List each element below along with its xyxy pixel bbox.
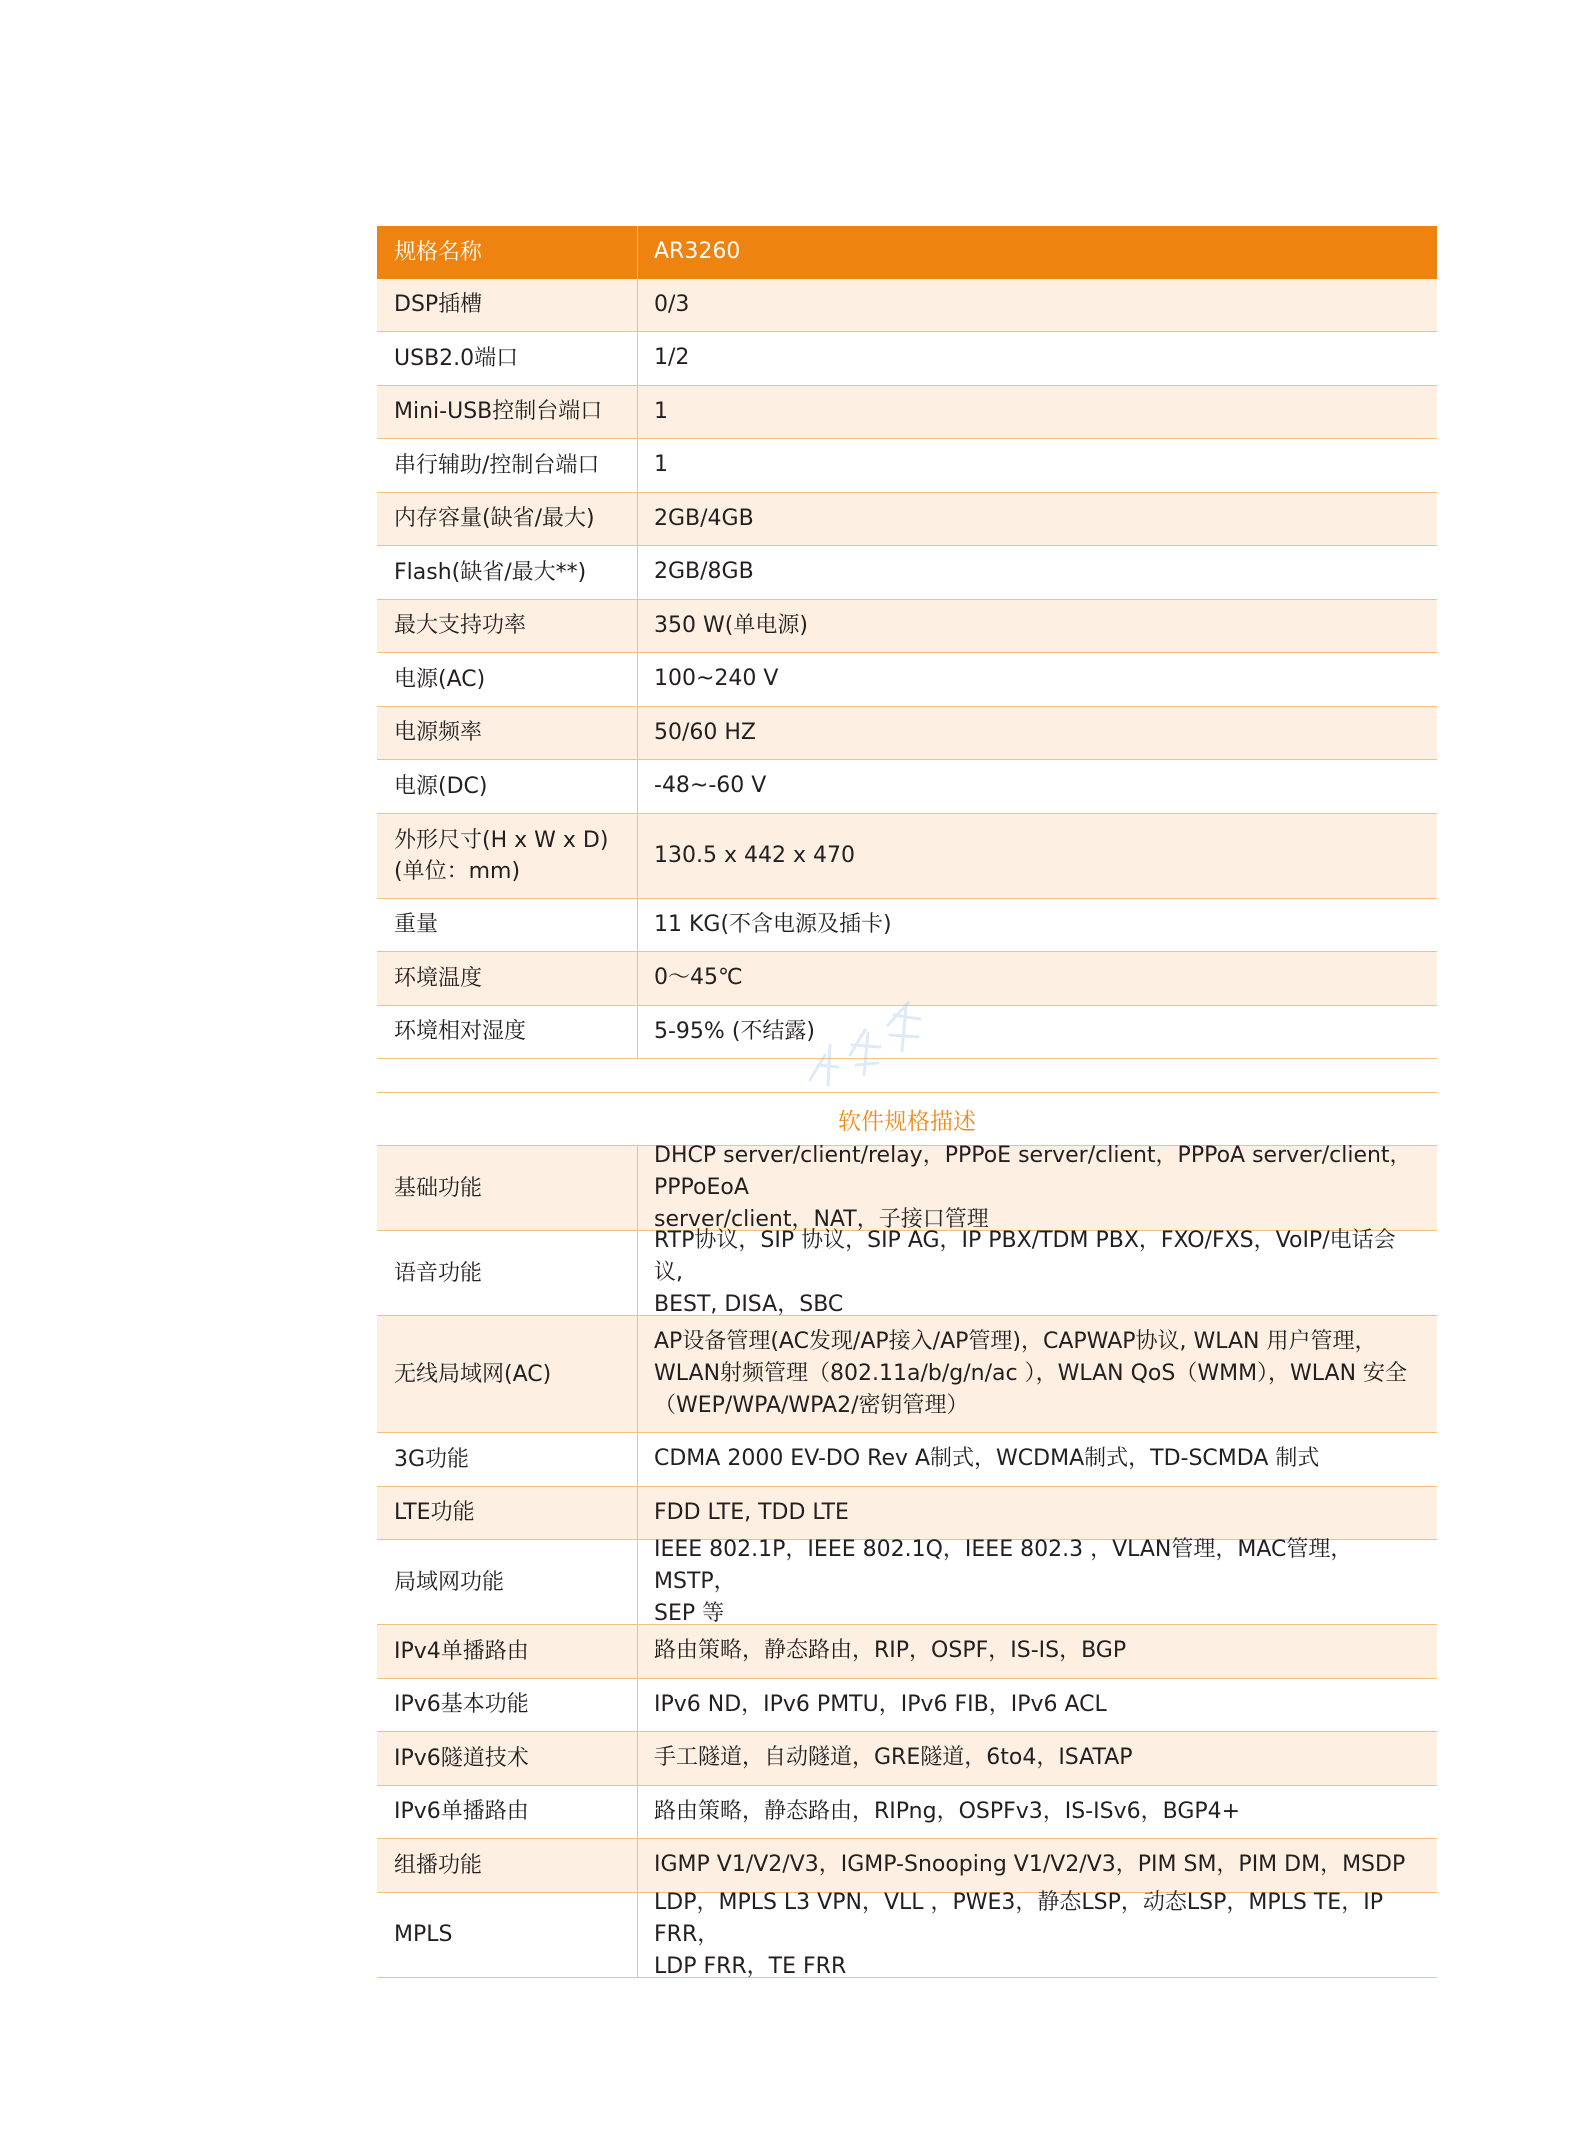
row-label: 3G功能 [377,1433,638,1486]
table-row [377,1839,1437,1893]
row-label: 最大支持功率 [377,600,638,653]
row-value: 1 [654,398,668,424]
row-value-line: LDP FRR，TE FRR [654,1953,847,1979]
row-value: 11 KG(不含电源及插卡) [654,911,892,937]
row-value-line: LDP，MPLS L3 VPN，VLL ，PWE3，静态LSP，动态LSP，MPLS TE，IP FRR， [654,1889,1383,1947]
row-value-line: （WEP/WPA/WPA2/密钥管理） [654,1393,969,1418]
row-label: 重量 [377,899,638,952]
row-value: 130.5 x 442 x 470 [654,842,855,868]
row-value: 100~240 V [654,666,779,692]
row-value-line: server/client，NAT，子接口管理 [654,1207,989,1232]
row-label: 基础功能 [377,1146,638,1230]
row-value: 路由策略，静态路由，RIPng，OSPFv3，IS-ISv6，BGP4+ [654,1798,1241,1824]
row-value-line: DHCP server/client/relay，PPPoE server/client，PPPoA server/client，PPPoEoA [654,1143,1412,1200]
row-label-line: (单位：mm) [394,858,521,884]
table-row [377,1889,1437,1979]
row-value: IGMP V1/V2/V3，IGMP-Snooping V1/V2/V3，PIM SM，PIM DM，MSDP [654,1852,1406,1878]
row-label: 局域网功能 [377,1540,638,1624]
row-label: 语音功能 [377,1231,638,1315]
row-label-line: 外形尺寸(H x W x D) [394,827,609,853]
row-value: -48~-60 V [654,773,767,799]
table-row [377,952,1437,1006]
row-label: IPv6基本功能 [377,1679,638,1732]
row-value [638,1143,1437,1232]
spec-sheet [377,226,1437,1978]
row-label: 电源(DC) [377,760,638,813]
row-value-line: SEP 等 [654,1601,725,1626]
table-row [377,1732,1437,1786]
row-value: FDD LTE, TDD LTE [654,1499,849,1525]
table-row [377,600,1437,654]
table-row [377,1786,1437,1840]
row-value: 0/3 [654,291,690,317]
row-value: 5-95% (不结露) [654,1018,815,1044]
table-row [377,1228,1437,1317]
table-row [377,1143,1437,1232]
row-label: IPv6单播路由 [377,1786,638,1839]
row-value-line: AP设备管理(AC发现/AP接入/AP管理)，CAPWAP协议, WLAN 用户管理， [654,1329,1377,1354]
table-row [377,279,1437,333]
row-value-line: BEST, DISA，SBC [654,1292,844,1317]
table-header-row [377,226,1437,279]
table-row [377,1433,1437,1487]
row-label: LTE功能 [377,1487,638,1540]
row-value: 路由策略，静态路由，RIP，OSPF，IS-IS，BGP [654,1638,1127,1664]
table-row [377,1487,1437,1541]
row-value [638,1316,1437,1432]
row-value: 手工隧道，自动隧道，GRE隧道，6to4，ISATAP [654,1745,1133,1771]
table-row [377,653,1437,707]
row-label: MPLS [377,1893,638,1977]
row-label: Mini-USB控制台端口 [377,386,638,439]
row-label: USB2.0端口 [377,332,638,385]
row-value: 1 [654,452,668,478]
row-value [638,1537,1437,1626]
table-row [377,439,1437,493]
row-label: 电源频率 [377,707,638,760]
table-row [377,493,1437,547]
row-label: 串行辅助/控制台端口 [377,439,638,492]
row-value: CDMA 2000 EV-DO Rev A制式，WCDMA制式，TD-SCMDA 制式 [654,1446,1320,1472]
row-label: 内存容量(缺省/最大) [377,493,638,546]
table-row [377,1679,1437,1733]
row-label: 环境相对湿度 [377,1006,638,1059]
table-row [377,707,1437,761]
table-row [377,760,1437,814]
table-row [377,386,1437,440]
table-row [377,1625,1437,1679]
row-value: 50/60 HZ [654,719,757,745]
table-row [377,332,1437,386]
row-value: 1/2 [654,345,690,371]
row-value [638,1889,1437,1979]
section-spacer [377,1059,1437,1093]
table-row [377,1537,1437,1626]
header-value: AR3260 [654,239,741,265]
section-title: 软件规格描述 [377,1093,1437,1146]
table-row [377,1316,1437,1433]
table-row [377,814,1437,899]
row-label [377,814,638,898]
row-label: 组播功能 [377,1839,638,1892]
row-label: DSP插槽 [377,279,638,332]
table-row [377,546,1437,600]
row-label: IPv6隧道技术 [377,1732,638,1785]
row-value [638,1228,1437,1317]
row-value: 0～45℃ [654,965,743,991]
row-label: 无线局域网(AC) [377,1316,638,1432]
row-value-line: IEEE 802.1P，IEEE 802.1Q，IEEE 802.3 ，VLAN管理，MAC管理，MSTP， [654,1537,1353,1594]
row-value-line: RTP协议，SIP 协议，SIP AG，IP PBX/TDM PBX，FXO/FXS，VoIP/电话会议, [654,1228,1396,1285]
table-row [377,1006,1437,1060]
row-label: 环境温度 [377,952,638,1005]
table-row [377,899,1437,953]
row-value-line: WLAN射频管理（802.11a/b/g/n/ac ），WLAN QoS（WMM），WLAN 安全 [654,1361,1408,1386]
row-label: Flash(缺省/最大**) [377,546,638,599]
row-value: 2GB/8GB [654,559,754,585]
row-label: 电源(AC) [377,653,638,706]
header-label: 规格名称 [377,226,638,279]
row-value: IPv6 ND，IPv6 PMTU，IPv6 FIB，IPv6 ACL [654,1691,1107,1717]
row-value: 2GB/4GB [654,505,754,531]
row-label: IPv4单播路由 [377,1625,638,1678]
row-value: 350 W(单电源) [654,612,808,638]
